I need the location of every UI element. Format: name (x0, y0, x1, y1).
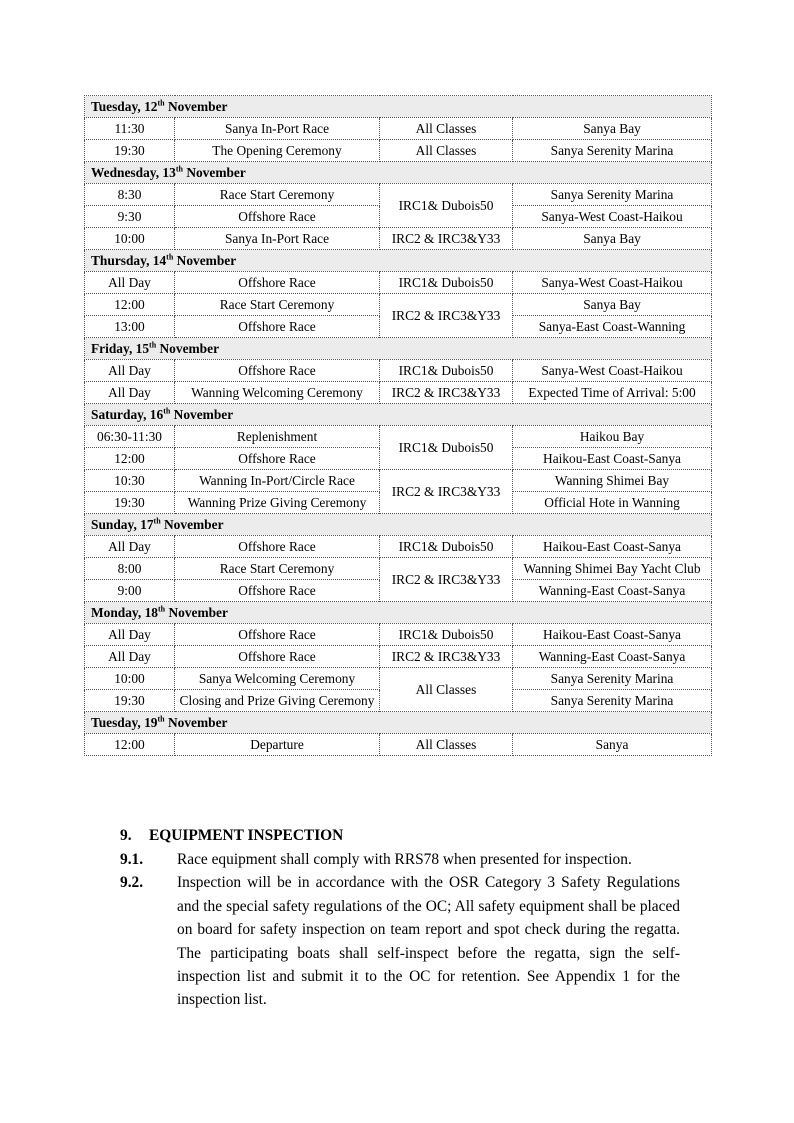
day-header-row (85, 712, 712, 734)
day-month: November (167, 714, 228, 730)
day-month: November (173, 406, 234, 422)
time-cell: 12:00 (85, 448, 175, 470)
table-row (85, 228, 712, 250)
day-header (85, 404, 712, 426)
day-header (85, 96, 712, 118)
day-month: November (159, 340, 220, 356)
class-cell: All Classes (380, 140, 513, 162)
table-row (85, 272, 712, 294)
time-cell: 10:30 (85, 470, 175, 492)
time-cell: 13:00 (85, 316, 175, 338)
event-cell: Sanya In-Port Race (175, 228, 380, 250)
day-date: Thursday, 14 (91, 252, 167, 268)
table-row (85, 668, 712, 690)
day-header (85, 712, 712, 734)
event-cell: Replenishment (175, 426, 380, 448)
event-cell: Departure (175, 734, 380, 756)
clause-9-1 (120, 848, 680, 871)
event-cell: Offshore Race (175, 360, 380, 382)
day-header (85, 250, 712, 272)
time-cell: 8:00 (85, 558, 175, 580)
time-cell: All Day (85, 382, 175, 404)
day-ordinal-suffix: th (157, 714, 165, 724)
class-cell: IRC1& Dubois50 (380, 184, 513, 228)
location-cell: Sanya Bay (513, 228, 712, 250)
clause-9-2 (120, 871, 680, 1011)
event-cell: Offshore Race (175, 206, 380, 228)
day-header (85, 602, 712, 624)
day-date: Sunday, 17 (91, 516, 154, 532)
day-ordinal-suffix: th (163, 406, 171, 416)
event-cell: The Opening Ceremony (175, 140, 380, 162)
location-cell: Sanya-East Coast-Wanning (513, 316, 712, 338)
class-cell: IRC2 & IRC3&Y33 (380, 646, 513, 668)
day-month: November (186, 164, 246, 180)
location-cell: Wanning Shimei Bay (513, 470, 712, 492)
event-cell: Wanning Prize Giving Ceremony (175, 492, 380, 514)
day-ordinal-suffix: th (157, 98, 165, 108)
event-cell: Offshore Race (175, 580, 380, 602)
day-date: Tuesday, 12 (91, 98, 158, 114)
table-row (85, 558, 712, 580)
time-cell: All Day (85, 624, 175, 646)
time-cell: All Day (85, 272, 175, 294)
day-date: Saturday, 16 (91, 406, 164, 422)
table-row (85, 294, 712, 316)
day-header-row (85, 514, 712, 536)
table-row (85, 140, 712, 162)
class-cell: IRC2 & IRC3&Y33 (380, 558, 513, 602)
table-row (85, 382, 712, 404)
time-cell: 19:30 (85, 492, 175, 514)
class-cell: All Classes (380, 734, 513, 756)
location-cell: Sanya-West Coast-Haikou (513, 360, 712, 382)
day-header-row (85, 162, 712, 184)
day-date: Wednesday, 13 (91, 164, 176, 180)
event-cell: Offshore Race (175, 448, 380, 470)
day-month: November (168, 604, 228, 620)
location-cell: Expected Time of Arrival: 5:00 (513, 382, 712, 404)
time-cell: 12:00 (85, 734, 175, 756)
day-ordinal-suffix: th (153, 516, 161, 526)
event-cell: Race Start Ceremony (175, 294, 380, 316)
class-cell: IRC2 & IRC3&Y33 (380, 228, 513, 250)
day-month: November (164, 516, 224, 532)
class-cell: IRC2 & IRC3&Y33 (380, 470, 513, 514)
event-cell: Wanning In-Port/Circle Race (175, 470, 380, 492)
time-cell: 10:00 (85, 228, 175, 250)
class-cell: IRC1& Dubois50 (380, 360, 513, 382)
day-ordinal-suffix: th (175, 164, 183, 174)
class-cell: IRC1& Dubois50 (380, 272, 513, 294)
event-cell: Offshore Race (175, 624, 380, 646)
location-cell: Sanya-West Coast-Haikou (513, 206, 712, 228)
day-header-row (85, 338, 712, 360)
day-ordinal-suffix: th (157, 604, 166, 614)
location-cell: Sanya Bay (513, 118, 712, 140)
day-date: Monday, 18 (91, 604, 158, 620)
table-row (85, 184, 712, 206)
location-cell: Haikou-East Coast-Sanya (513, 448, 712, 470)
class-cell: All Classes (380, 118, 513, 140)
day-ordinal-suffix: th (149, 340, 157, 350)
day-date: Friday, 15 (91, 340, 150, 356)
time-cell: 19:30 (85, 140, 175, 162)
event-cell: Sanya In-Port Race (175, 118, 380, 140)
location-cell: Sanya (513, 734, 712, 756)
clause-number: 9.2. (120, 874, 144, 892)
table-row (85, 118, 712, 140)
location-cell: Wanning Shimei Bay Yacht Club (513, 558, 712, 580)
location-cell: Sanya Serenity Marina (513, 140, 712, 162)
class-cell: IRC1& Dubois50 (380, 624, 513, 646)
section-title: EQUIPMENT INSPECTION (149, 827, 344, 844)
equipment-inspection-section (120, 824, 680, 1012)
table-row (85, 624, 712, 646)
event-cell: Closing and Prize Giving Ceremony (175, 690, 380, 712)
day-header-row (85, 602, 712, 624)
table-row (85, 536, 712, 558)
table-row (85, 734, 712, 756)
location-cell: Sanya Bay (513, 294, 712, 316)
table-row (85, 470, 712, 492)
time-cell: All Day (85, 536, 175, 558)
location-cell: Official Hote in Wanning (513, 492, 712, 514)
class-cell: IRC1& Dubois50 (380, 426, 513, 470)
time-cell: 12:00 (85, 294, 175, 316)
location-cell: Sanya Serenity Marina (513, 184, 712, 206)
table-row (85, 646, 712, 668)
event-cell: Race Start Ceremony (175, 184, 380, 206)
event-cell: Sanya Welcoming Ceremony (175, 668, 380, 690)
event-cell: Offshore Race (175, 272, 380, 294)
time-cell: All Day (85, 646, 175, 668)
day-month: November (176, 252, 237, 268)
time-cell: 9:30 (85, 206, 175, 228)
day-header (85, 338, 712, 360)
event-cell: Race Start Ceremony (175, 558, 380, 580)
time-cell: 8:30 (85, 184, 175, 206)
location-cell: Wanning-East Coast-Sanya (513, 580, 712, 602)
time-cell: All Day (85, 360, 175, 382)
day-header-row (85, 250, 712, 272)
time-cell: 19:30 (85, 690, 175, 712)
time-cell: 10:00 (85, 668, 175, 690)
event-cell: Offshore Race (175, 536, 380, 558)
event-cell: Wanning Welcoming Ceremony (175, 382, 380, 404)
location-cell: Sanya-West Coast-Haikou (513, 272, 712, 294)
day-header (85, 514, 712, 536)
table-row (85, 360, 712, 382)
clause-text: Inspection will be in accordance with the OSR Category 3 Safety Regulations and the special safety regulations of the OC; All safety equipment shall be placed on board for safety inspection on team report and spot check during the regatta. The participating boats shall self-inspect before the regatta, sign the self-inspection list and submit it to the OC for retention. See Appendix 1 for the inspection list. (177, 874, 680, 1009)
time-cell: 06:30-11:30 (85, 426, 175, 448)
table-row (85, 426, 712, 448)
location-cell: Sanya Serenity Marina (513, 668, 712, 690)
class-cell: All Classes (380, 668, 513, 712)
day-header (85, 162, 712, 184)
location-cell: Wanning-East Coast-Sanya (513, 646, 712, 668)
event-cell: Offshore Race (175, 316, 380, 338)
event-cell: Offshore Race (175, 646, 380, 668)
time-cell: 11:30 (85, 118, 175, 140)
location-cell: Haikou-East Coast-Sanya (513, 624, 712, 646)
class-cell: IRC2 & IRC3&Y33 (380, 382, 513, 404)
clause-number: 9.1. (120, 851, 144, 868)
day-date: Tuesday, 19 (91, 714, 158, 730)
time-cell: 9:00 (85, 580, 175, 602)
day-header-row (85, 404, 712, 426)
day-month: November (167, 98, 228, 114)
section-heading (120, 824, 680, 848)
location-cell: Haikou Bay (513, 426, 712, 448)
location-cell: Haikou-East Coast-Sanya (513, 536, 712, 558)
section-number: 9. (120, 827, 132, 844)
event-schedule-table (84, 95, 712, 756)
clause-text: Race equipment shall comply with RRS78 when presented for inspection. (177, 851, 632, 868)
class-cell: IRC1& Dubois50 (380, 536, 513, 558)
class-cell: IRC2 & IRC3&Y33 (380, 294, 513, 338)
day-ordinal-suffix: th (166, 252, 174, 262)
day-header-row (85, 96, 712, 118)
location-cell: Sanya Serenity Marina (513, 690, 712, 712)
